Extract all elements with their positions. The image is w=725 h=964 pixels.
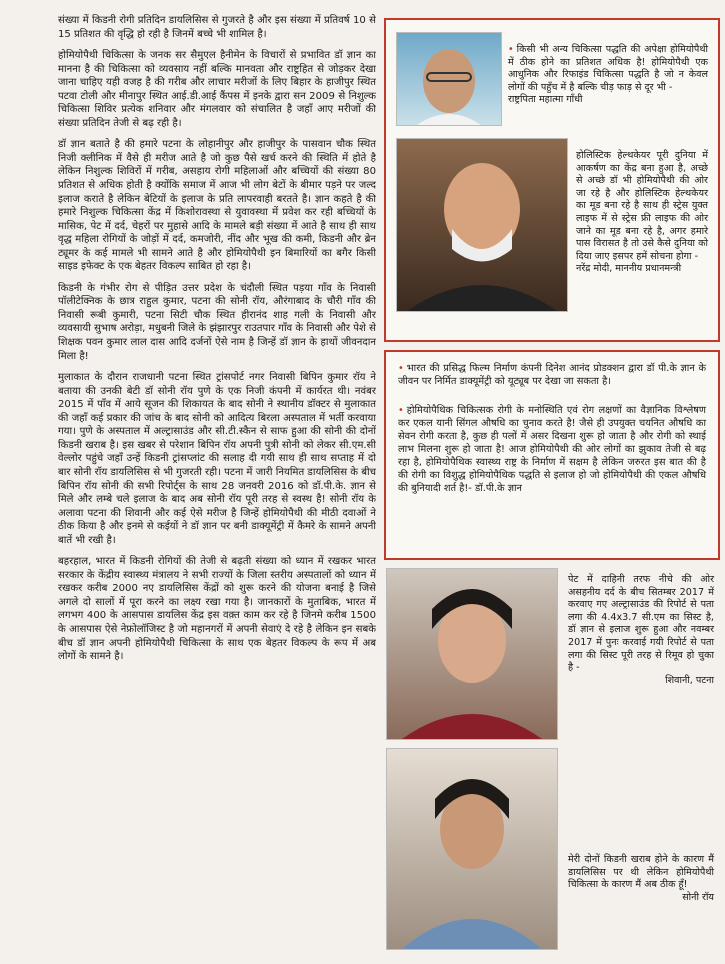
gandhi-signature: राष्ट्रपिता महात्मा गाँधी [508,94,583,106]
bullet-icon: • [398,363,404,374]
modi-quote [576,150,708,276]
documentary-note-text: भारत की प्रसिद्ध फिल्म निर्माण कंपनी दिनेश आनंद प्रोडक्शन द्वारा डॉ पी.के ज्ञान के जीवन पर निर्मित डाक्यूमेंट्री को यूट्यूब पर देखा जा सकता है। [398,363,706,387]
modi-quote-text: होलिस्टिक हेल्थकेयर पूरी दुनिया में आकर्षण का केंद्र बना हुआ है, अच्छे से अच्छे डॉ भी होमियोपैथी की ओर जा रहे है और होलिस्टिक हेल्थकेयर का मूड बना रहे है साथ ही स्ट्रेस युक्त लाइफ में से स्ट्रेस फ्री लाइफ की ओर जाने का मूड बना रहे है, अगर हमारे पास विरासत है तो उसे कैसे दुनिया को दिया जाए इसपर हमें सोचना होगा - [576,150,708,262]
soni-caption [568,854,714,904]
gandhi-quote [508,44,708,107]
bullet-icon: • [508,44,514,55]
documentary-note [398,362,706,388]
modi-signature: नरेंद्र मोदी, माननीय प्रधानमन्त्री [576,263,682,275]
quotes-box [384,18,720,342]
soni-photo [386,748,558,950]
bullet-icon: • [398,405,404,416]
shivani-caption [568,574,714,687]
soni-caption-text: मेरी दोनों किडनी खराब होने के कारण मैं डायलिसिस पर थी लेकिन होमियोपैथी चिकित्सा के कारण मैं अब ठीक हूँ! [568,854,714,891]
article-paragraph-3: डॉ ज्ञान बताते है की हमारे पटना के लोहानीपुर और हाजीपुर के पासवान चौक स्थित निजी क्लीनिक में वैसे ही मरीज आते है जो कुछ पैसे खर्च करने की स्थिति में होते है लेकिन निशुल्क शिविरों में गरीब, असहाय रोगी महिलाओं और बच्चियों की संख्या 80 प्रतिशत से अधिक होती है क्योंकि समाज में आज भी लोग बेटों के बीमार पड़ने पर जल्द इलाज कराते है लेकिन बेटियों के इलाज के प्रति लापरवाही बरतते है। ज्ञान कहते है की हमारे निशुल्क चिकित्सा केंद्र में किशोरावस्था से युवावस्था में प्रवेश कर रही बच्चियों के मासिक, पेट में दर्द, चेहरों पर मुहासे आदि के मामले बड़ी संख्या में आते है साथ ही साथ वृद्ध महिला रोगियों के जोड़ों में दर्द, कमजोरी, नींद और भूख की कमी, किडनी और ब्रेन ट्यूमर के कई मामले भी सामने आते है और होमियोपैथी इन बिमारियों का बगैर किसी साइड इफेक्ट के एक बेहतर विकल्प साबित हो रहा है। [58,139,376,273]
homeopathy-note-text: होमियोपैथिक चिकित्सक रोगी के मनोस्थिति एवं रोग लक्षणों का वैज्ञानिक विश्लेषण कर एकल यानी सिंगल औषधि का चुनाव करते है! जैसे ही उपयुक्त चयनित औषधि का सेवन रोगी करता है, कुछ ही पलों में असर दिखना शुरू हो जाता है और रोगी को स्थाई लाभ मिलना शुरू हो जाता है! आज होमियोपैथी की ओर लोगों का झुकाव तेजी से बढ़ रहा है, होमियोपैथिक स्वास्थ्य राष्ट्र के निर्माण में सक्षम है लेकिन जरुरत इस बात की है की रोगी का विशुद्ध होमियोपैथिक पद्धति से इलाज हो जो होमियोपैथी की एकल औषधि की बुनियादी शर्त है!- [398,405,706,494]
soni-signature: सोनी रॉय [682,891,714,903]
shivani-caption-text: पेट में दाहिनी तरफ नीचे की ओर असहनीय दर्द के बीच सितम्बर 2017 में करवाए गए अल्ट्रासाउंड की रिपोर्ट से पता लगा की 4.4x3.7 सी.एम का सिस्ट है, डॉ ज्ञान से इलाज शुरू हुआ और नवम्बर 2017 में पुनः करवाई गयी रिपोर्ट से पता लगा की सिस्ट पूरी तरह से रिमूव हो चुका है - [568,574,714,674]
gandhi-quote-text: किसी भी अन्य चिकित्सा पद्धति की अपेक्षा होमियोपैथी में ठीक होने का प्रतिशत अधिक है! होमियोपैथी एक आधुनिक और रिफाइंड चिकित्सा पद्धति है जो न केवल लोगों की पहुँच में है बल्कि चीड़ फाड़ से दूर भी - [508,44,708,93]
article-paragraph-6: बहरहाल, भारत में किडनी रोगियों की तेजी से बढ़ती संख्या को ध्यान में रखकर भारत सरकार के केंद्रीय स्वास्थ्य मंत्रालय ने सभी राज्यों के जिला स्तरीय अस्पतालों को ध्यान में रखकर करीब 2000 नए डायलिसिस केंद्रों को शुरू करने की योजना बनाई है जिसे अगले दो सालों में पूरा करने का लक्ष्य रखा गया है। जानकारों के मुताबिक, भारत में लगभग 400 के आसपास डायलिस केंद्र इस वक़्त काम कर रहे है जिनमे करीब 1500 के आसपास ऐसे नेफ्रोलॉजिस्ट है जो महानगरों में अपनी सेवाएं दे रहे है लेकिन इन सबके बीच डॉ ज्ञान अपनी होमियोपैथी चिकित्सा के साथ एक बेहतर विकल्प के रूप में अब लोगों के सामने है। [58,556,376,663]
article-paragraph-1: संख्या में किडनी रोगी प्रतिदिन डायलिसिस से गुजरते है और इस संख्या में प्रतिवर्ष 10 से 15 प्रतिशत की वृद्धि हो रही है जिनमें बच्चे भी शामिल है। [58,15,376,40]
sidebar-column [384,18,720,958]
info-box [384,350,720,560]
shivani-photo [386,568,558,740]
homeopathy-note-signature: डॉ.पी.के ज्ञान [474,483,522,494]
article-paragraph-4: किडनी के गंभीर रोग से पीड़ित उत्तर प्रदेश के चंदौली स्थित पड़या गाँव के निवासी पॉलीटेक्निक के छात्र राहुल कुमार, पटना की सोनी रॉय, औरंगाबाद के चौरी गाँव की निवासी रूबी कुमारी, पटना सिटी चौक स्थित हीरानंद शाह गली के निवासी और व्यवसायी सुभाष अरोड़ा, मधुबनी जिले के झंझारपुर राउतपार गाँव के निवासी और पेशे से शिक्षक पवन कुमार लाल दास आदि दर्जनों ऐसे नाम है जिन्हें डॉ ज्ञान के हाथों जीवनदान मिला है! [58,282,376,362]
modi-photo [396,138,568,312]
article-paragraph-2: होमियोपैथी चिकित्सा के जनक सर सैमुएल हैनीमेन के विचारों से प्रभावित डॉ ज्ञान का मानना है की चिकित्सा को व्यवसाय नहीं बल्कि मानवता और राष्ट्रहित से जोड़कर देखा जाना चाहिए यही वजह है की गरीब और लाचार मरीजों के लिए बिहार के हाजीपुर स्थित पटवा टोली और मीनापुर स्थित आई.डी.आई कैंपस में इनके द्वारा सन 2009 से निशुल्क चिकित्सा शिविर प्रत्येक शनिवार और मंगलवार को संचालित है जहाँ आए मरीजों की संख्या प्रतिदिन तेजी से बढ़ रही है। [58,50,376,129]
article-column [58,14,376,954]
gandhi-photo [396,32,502,126]
shivani-signature: शिवानी, पटना [665,674,714,686]
article-paragraph-5: मुलाकात के दौरान राजधानी पटना स्थित ट्रांसपोर्ट नगर निवासी बिपिन कुमार रॉय ने बताया की उनकी बेटी डॉ सोनी रॉय पुणे के एक निजी कंपनी में कार्यरत थी। नवंबर 2015 में पाँव में आये सूजन की शिकायत के बाद सोनी ने स्थानीय डॉक्टर से मुलाकात की जहाँ कई प्रकार की जांच के बाद सोनी को आदित्य बिरला अस्पताल में भर्ती करवाया गया। पुणे के अस्पताल में अल्ट्रासाउंड और सी.टी.स्कैन से साफ हुआ की सोनी की दोनों किडनी खराब है। इस खबर से परेशान बिपिन रॉय अपनी पुत्री सोनी को लेकर सी.एम.सी वेल्लोर पहुंचे जहाँ उन्हें किडनी ट्रांसप्लांट की सलाह दी गयी साथ ही साथ सप्ताह में दो बार सोनी रॉय डायलिसिस से भी गुजरती रही। पटना में जारी नियमित डायलिसिस के बीच बिपिन रॉय सोनी की सभी रिपोर्ट्स के साथ 28 जनवरी 2016 को डॉ.पी.के. ज्ञान से मिले और लम्बे चले इलाज के बाद अब सोनी रॉय पूरी तरह से स्वस्थ है! सोनी रॉय के अलावा पटना की शिवानी और कई ऐसे मरीज है जिन्हें होमियोपैथी की मीठी दवाओं ने ठीक किया है और इनमे से कईयों ने डॉ ज्ञान पर बनी डाक्यूमेंट्री में कैमरे के सामने अपनी बातें भी रखी है। [58,372,376,546]
homeopathy-note [398,404,706,495]
